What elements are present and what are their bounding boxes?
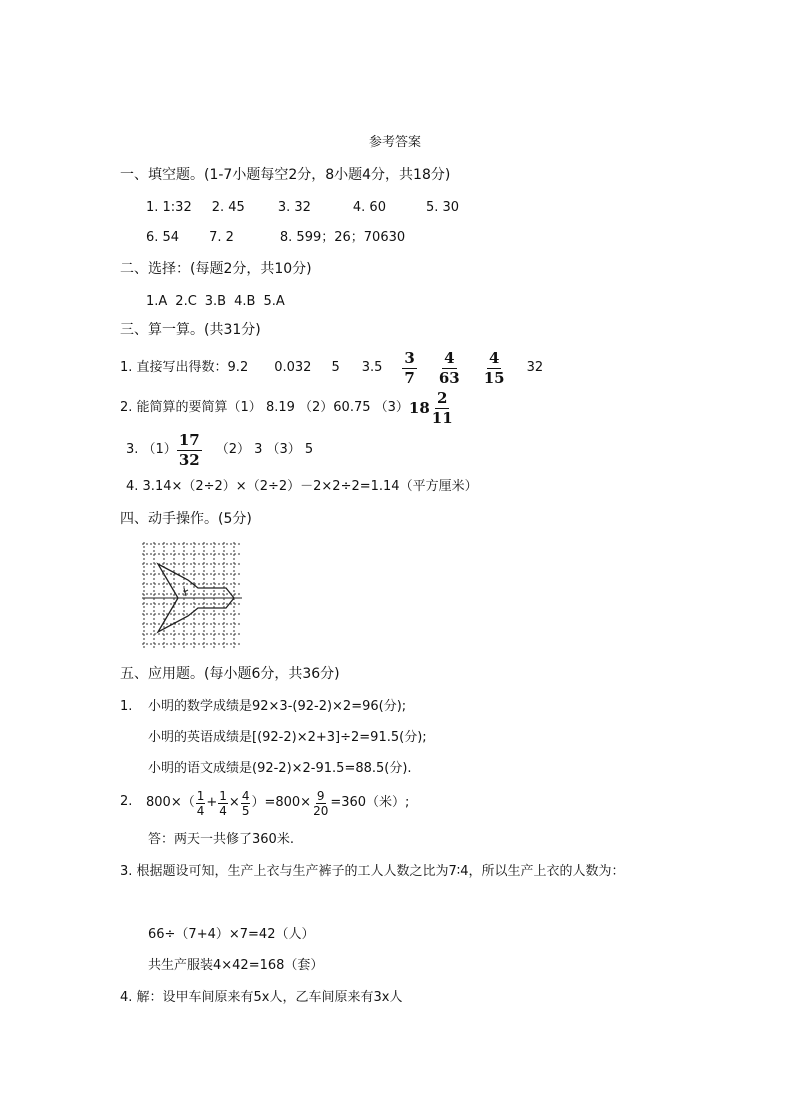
answer-item: 4.B <box>234 294 256 309</box>
section-2-heading: 二、选择：(每题2分，共10分) <box>120 261 312 277</box>
solution-line: 小明的英语成绩是[(92-2)×2+3]÷2=91.5(分); <box>148 730 427 745</box>
answer-item: 1.A <box>146 294 168 309</box>
fraction-denominator: 11 <box>431 408 453 427</box>
answer-item: 3.B <box>204 294 227 309</box>
calc-row-4: 4. 3.14×（2÷2）×（2÷2）－2×2÷2=1.14（平方厘米） <box>126 479 478 494</box>
calc-value: 32 <box>526 360 544 375</box>
fraction-denominator: 5 <box>241 803 250 818</box>
calc-row-2 <box>120 388 455 428</box>
solution-line: 小明的数学成绩是92×3-(92-2)×2=96(分); <box>148 699 407 714</box>
calc-value: 0.032 <box>274 360 312 375</box>
section-1-heading: 一、填空题。(1-7小题每空2分，8小题4分，共18分) <box>120 167 451 183</box>
expr-operator: + <box>206 795 218 810</box>
fraction <box>196 789 206 818</box>
section-4-heading: 四、动手操作。(5分) <box>120 511 252 527</box>
fraction <box>177 432 202 469</box>
calc-text: 2. 能简算的要简算（1） 8.19 （2）60.75 （3） <box>120 400 409 415</box>
answer-line: 答：两天一共修了360米. <box>148 832 294 847</box>
solution-line <box>146 785 409 821</box>
fraction-numerator: 17 <box>178 430 200 449</box>
answer-item: 2.C <box>175 294 197 309</box>
solution-line: 共生产服装4×42=168（套） <box>148 958 324 973</box>
answer-item: 3. 32 <box>277 200 311 215</box>
fraction-denominator: 20 <box>313 803 329 818</box>
calc-text: （2） 3 （3） 5 <box>215 442 314 457</box>
grid-lines <box>142 542 242 648</box>
expr-text: ）=800× <box>251 795 312 810</box>
problem-number: 2. <box>120 794 133 809</box>
fraction-numerator: 3 <box>404 348 415 367</box>
answer-row <box>146 293 285 311</box>
solution-line: 小明的语文成绩是(92-2)×2-91.5=88.5(分). <box>148 761 412 776</box>
solution-line: 4. 解：设甲车间原来有5x人，乙车间原来有3x人 <box>120 990 403 1005</box>
fraction <box>241 789 251 818</box>
answer-row <box>146 199 459 217</box>
calc-value: 3.5 <box>361 360 383 375</box>
fraction-denominator: 63 <box>438 368 460 387</box>
fraction-numerator: 1 <box>219 788 227 803</box>
page-title: 参考答案 <box>368 135 421 150</box>
solution-line: 66÷（7+4）×7=42（人） <box>148 927 315 942</box>
mixed-whole: 18 <box>408 399 430 417</box>
calc-text: 3. （1） <box>126 442 177 457</box>
mark <box>184 588 188 596</box>
fraction <box>402 350 416 387</box>
fraction <box>437 350 462 387</box>
problem-number: 1. <box>120 699 133 714</box>
calc-value: 5 <box>331 360 340 375</box>
section-5-heading: 五、应用题。(每小题6分，共36分) <box>120 666 340 682</box>
fraction <box>218 789 228 818</box>
fraction-numerator: 9 <box>316 788 325 803</box>
grid-drawing <box>140 540 246 652</box>
expr-text: =360（米）; <box>330 795 410 810</box>
answer-row <box>146 229 405 247</box>
fraction <box>312 789 329 818</box>
fraction-denominator: 15 <box>483 368 505 387</box>
solution-line: 3. 根据题设可知，生产上衣与生产裤子的工人人数之比为7∶4，所以生产上衣的人数为： <box>120 864 625 879</box>
expr-operator: × <box>228 795 240 810</box>
answer-item: 5. 30 <box>425 200 460 215</box>
fraction-denominator: 4 <box>196 803 205 818</box>
answer-item: 8. 599；26；70630 <box>279 230 406 245</box>
section-3-heading: 三、算一算。(共31分) <box>120 322 261 338</box>
fraction-numerator: 1 <box>196 788 205 803</box>
answer-item: 1. 1:32 <box>146 200 192 215</box>
answer-item: 2. 45 <box>211 200 245 215</box>
fraction-numerator: 4 <box>444 348 455 367</box>
answer-item: 4. 60 <box>352 200 386 215</box>
fraction-numerator: 4 <box>488 348 500 367</box>
calc-row-3 <box>126 430 313 470</box>
fraction-denominator: 4 <box>219 803 227 818</box>
calc-row-1 <box>120 348 543 388</box>
fraction <box>430 390 455 427</box>
calc-prefix: 1. 直接写出得数：9.2 <box>120 360 249 375</box>
fraction-numerator: 4 <box>241 788 250 803</box>
expr-text: 800×（ <box>146 795 195 810</box>
fraction <box>482 350 507 387</box>
fraction-denominator: 7 <box>404 368 415 387</box>
fraction-numerator: 2 <box>437 388 448 407</box>
answer-item: 7. 2 <box>209 230 234 245</box>
answer-item: 6. 54 <box>146 230 180 245</box>
answer-item: 5.A <box>263 294 285 309</box>
fraction-denominator: 32 <box>178 450 200 469</box>
